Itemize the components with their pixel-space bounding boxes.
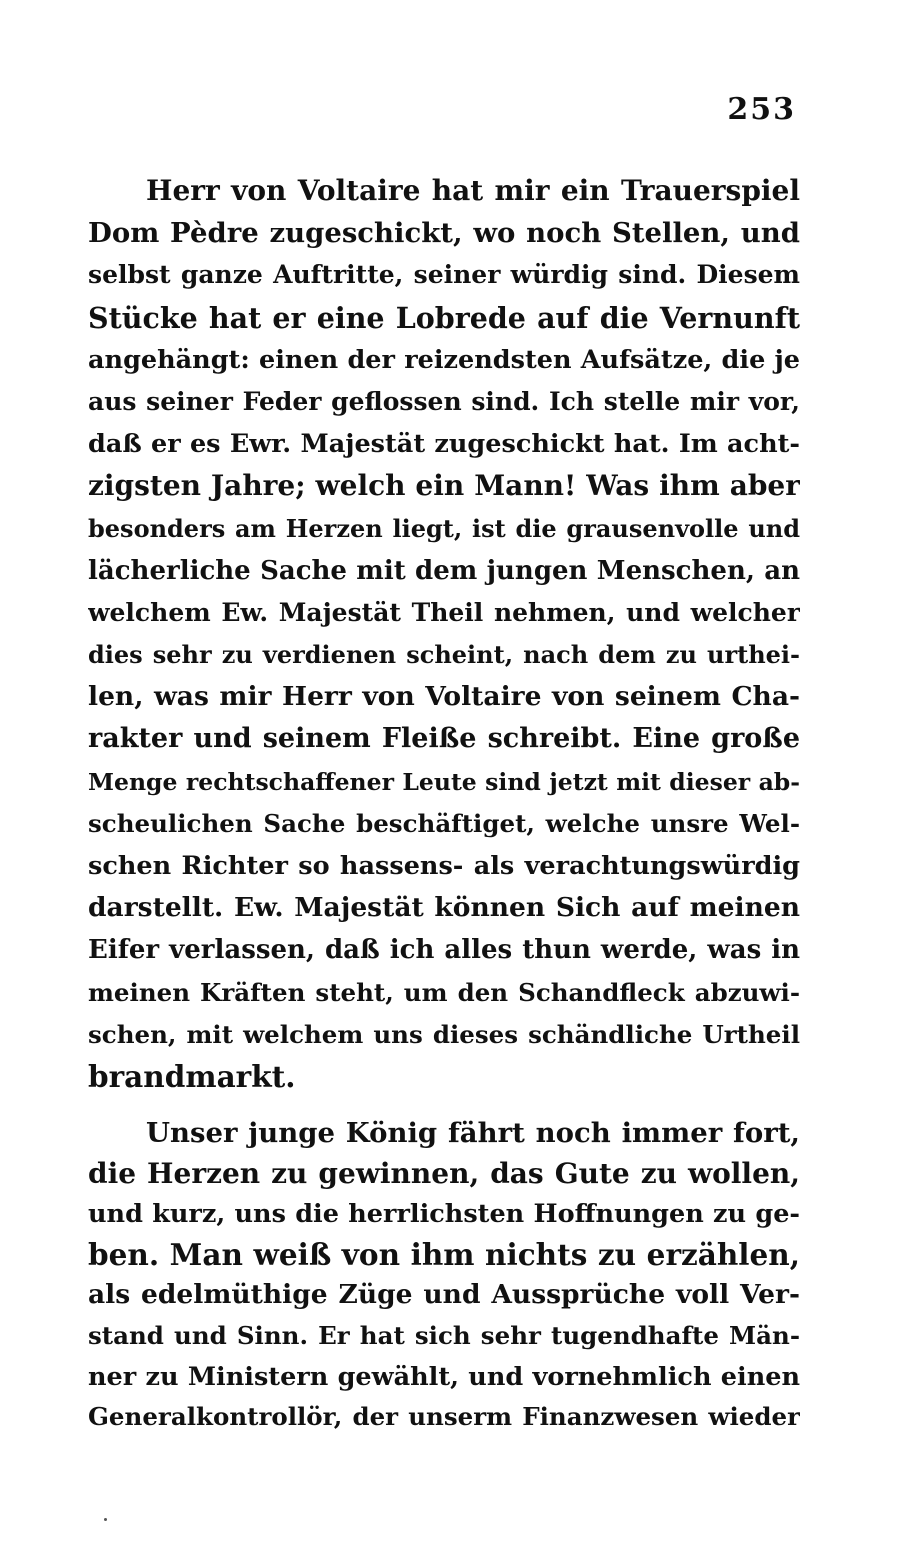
text-line: selbst ganze Auftritte, seiner würdig sind. Diesem	[88, 260, 800, 290]
text-line: als edelmüthige Züge und Aussprüche voll Ver-	[88, 1279, 800, 1311]
paper-speck	[104, 1518, 107, 1521]
text-line: Unser junge König fährt noch immer fort,	[146, 1117, 800, 1149]
text-line: dies sehr zu verdienen scheint, nach dem zu urthei-	[88, 640, 800, 670]
text-line: ner zu Ministern gewählt, und vornehmlich einen	[88, 1361, 800, 1392]
text-line: ben. Man weiß von ihm nichts zu erzählen,	[88, 1236, 800, 1272]
text-line: besonders am Herzen liegt, ist die grausenvolle und	[88, 513, 800, 543]
text-line: welchem Ew. Majestät Theil nehmen, und welcher	[88, 597, 800, 627]
text-line: aus seiner Feder geflossen sind. Ich stelle mir vor,	[88, 386, 800, 416]
text-line: stand und Sinn. Er hat sich sehr tugendhafte Män-	[88, 1320, 800, 1350]
text-line: schen Richter so hassens- als verachtungswürdig	[88, 851, 800, 881]
text-line: Menge rechtschaffener Leute sind jetzt mit dieser ab-	[88, 767, 800, 796]
text-line: brandmarkt.	[88, 1058, 296, 1094]
text-line: Generalkontrollör, der unserm Finanzwesen wieder	[88, 1402, 800, 1432]
text-line: angehängt: einen der reizendsten Aufsätze, die je	[88, 344, 800, 375]
text-line: die Herzen zu gewinnen, das Gute zu wollen,	[88, 1156, 800, 1190]
text-line: Herr von Voltaire hat mir ein Trauerspiel	[146, 174, 800, 207]
text-line: Eifer verlassen, daß ich alles thun werde, was in	[88, 935, 800, 966]
text-line: Stücke hat er eine Lobrede auf die Vernunft	[88, 300, 800, 335]
text-line: darstellt. Ew. Majestät können Sich auf meinen	[88, 892, 800, 924]
text-line: scheulichen Sache beschäftiget, welche unsre Wel-	[88, 808, 800, 838]
text-line: len, was mir Herr von Voltaire von seinem Cha-	[88, 681, 800, 713]
text-line: und kurz, uns die herrlichsten Hoffnungen zu ge-	[88, 1199, 800, 1230]
text-line: daß er es Ewr. Majestät zugeschickt hat. Im acht-	[88, 429, 800, 460]
paragraph-2	[88, 1113, 800, 1438]
paragraph-1	[88, 170, 800, 1098]
text-line: schen, mit welchem uns dieses schändliche Urtheil	[88, 1019, 800, 1049]
text-line: Dom Pèdre zugeschickt, wo noch Stellen, und	[88, 217, 800, 250]
text-line: lächerliche Sache mit dem jungen Menschen, an	[88, 555, 800, 586]
text-line: meinen Kräften steht, um den Schandfleck abzuwi-	[88, 977, 800, 1007]
page-number: 253	[727, 92, 796, 127]
text-line: rakter und seinem Fleiße schreibt. Eine große	[88, 723, 800, 755]
text-line: zigsten Jahre; welch ein Mann! Was ihm aber	[88, 469, 800, 503]
